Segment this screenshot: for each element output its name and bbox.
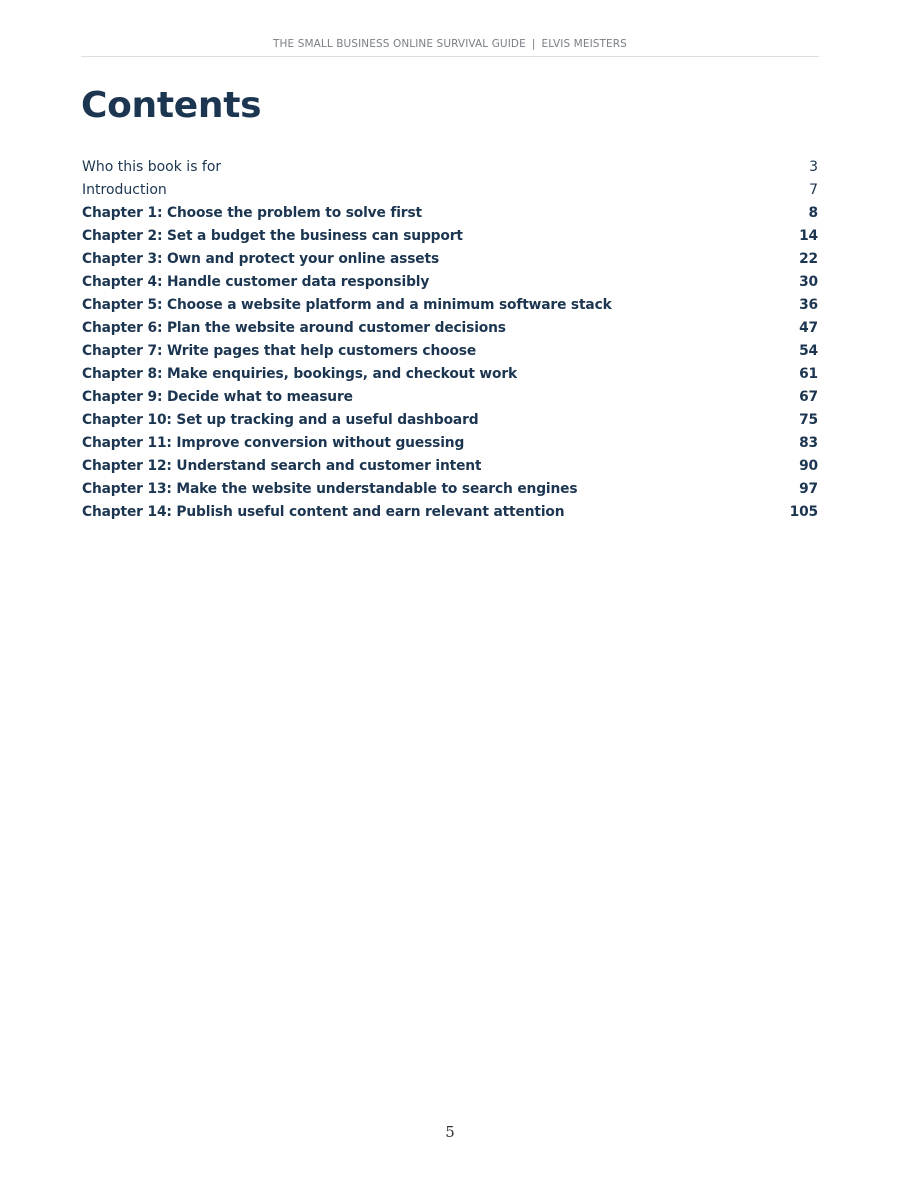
- toc-entry-page: 22: [799, 251, 818, 267]
- header-separator: |: [531, 38, 536, 50]
- toc-entry[interactable]: [82, 363, 818, 386]
- toc-entry-title: Introduction: [82, 182, 167, 198]
- toc-entry[interactable]: [82, 317, 818, 340]
- toc-entry[interactable]: [82, 386, 818, 409]
- toc-entry[interactable]: [82, 248, 818, 271]
- toc-entry-title: Chapter 7: Write pages that help customers choose: [82, 343, 477, 359]
- toc-entry-page: 67: [799, 389, 818, 405]
- toc-entry[interactable]: [82, 455, 818, 478]
- toc-entry-page: 47: [799, 320, 818, 336]
- toc-entry-title: Chapter 14: Publish useful content and earn relevant attention: [82, 504, 565, 520]
- toc-entry-page: 97: [799, 481, 818, 497]
- page-title: Contents: [81, 85, 262, 126]
- toc-entry-page: 7: [809, 182, 818, 198]
- toc-entry-title: Chapter 2: Set a budget the business can support: [82, 228, 463, 244]
- toc-entry[interactable]: [82, 501, 818, 524]
- toc-entry-title: Chapter 10: Set up tracking and a useful dashboard: [82, 412, 479, 428]
- toc-entry-page: 36: [799, 297, 818, 313]
- toc-entry[interactable]: [82, 478, 818, 501]
- toc-entry-title: Chapter 4: Handle customer data responsibly: [82, 274, 430, 290]
- toc-entry[interactable]: [82, 409, 818, 432]
- toc-entry-page: 3: [809, 159, 818, 175]
- running-header: [81, 38, 819, 50]
- toc-entry-title: Who this book is for: [82, 159, 222, 175]
- toc-entry[interactable]: [82, 202, 818, 225]
- toc-entry[interactable]: [82, 294, 818, 317]
- toc-entry-title: Chapter 1: Choose the problem to solve first: [82, 205, 422, 221]
- header-divider: [81, 56, 819, 57]
- toc-entry-page: 75: [799, 412, 818, 428]
- toc-entry-title: Chapter 13: Make the website understandable to search engines: [82, 481, 578, 497]
- toc-entry[interactable]: [82, 156, 818, 179]
- toc-entry[interactable]: [82, 179, 818, 202]
- toc-entry-page: 14: [799, 228, 818, 244]
- toc-entry-page: 90: [799, 458, 818, 474]
- toc-entry-title: Chapter 5: Choose a website platform and a minimum software stack: [82, 297, 612, 313]
- toc-entry-page: 54: [799, 343, 818, 359]
- table-of-contents: [82, 156, 818, 524]
- toc-entry[interactable]: [82, 271, 818, 294]
- toc-entry-title: Chapter 3: Own and protect your online assets: [82, 251, 440, 267]
- toc-entry-title: Chapter 11: Improve conversion without guessing: [82, 435, 465, 451]
- toc-entry-title: Chapter 9: Decide what to measure: [82, 389, 353, 405]
- toc-entry-page: 83: [799, 435, 818, 451]
- toc-entry-title: Chapter 8: Make enquiries, bookings, and checkout work: [82, 366, 518, 382]
- toc-entry-page: 105: [789, 504, 818, 520]
- header-author: ELVIS MEISTERS: [541, 38, 627, 50]
- header-book-title: THE SMALL BUSINESS ONLINE SURVIVAL GUIDE: [273, 38, 526, 50]
- toc-entry-page: 61: [799, 366, 818, 382]
- toc-entry[interactable]: [82, 432, 818, 455]
- toc-entry[interactable]: [82, 225, 818, 248]
- page-number: 5: [445, 1123, 455, 1141]
- toc-entry-title: Chapter 6: Plan the website around customer decisions: [82, 320, 506, 336]
- toc-entry-page: 8: [808, 205, 818, 221]
- toc-entry[interactable]: [82, 340, 818, 363]
- toc-entry-page: 30: [799, 274, 818, 290]
- toc-entry-title: Chapter 12: Understand search and customer intent: [82, 458, 482, 474]
